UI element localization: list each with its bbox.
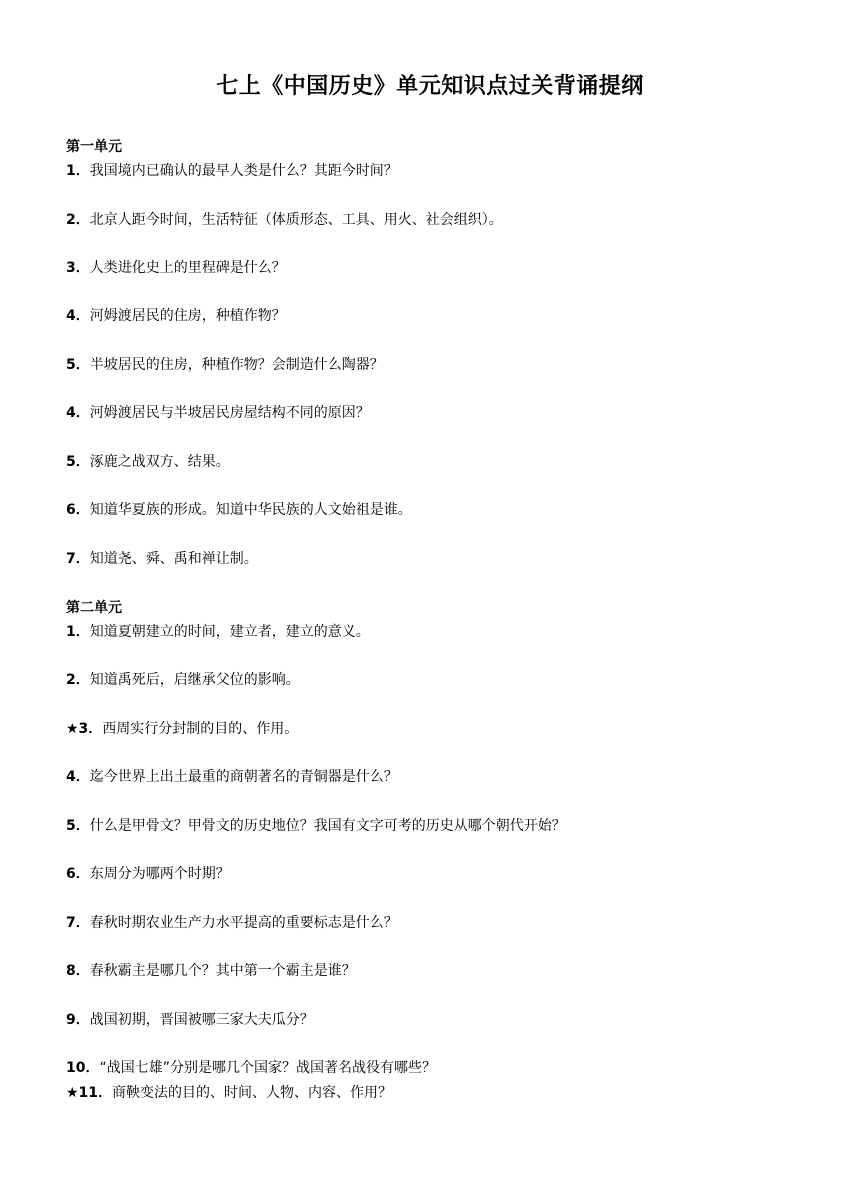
unit-heading-1: 第一单元 — [66, 139, 122, 155]
question-item — [66, 719, 806, 739]
question-text: 东周分为哪两个时期？ — [89, 866, 230, 882]
question-text: 河姆渡居民与半坡居民房屋结构不同的原因？ — [89, 405, 370, 421]
question-item — [66, 306, 806, 326]
question-text: 知道华夏族的形成。知道中华民族的人文始祖是谁。 — [89, 502, 412, 518]
question-number: 6． — [66, 866, 90, 882]
question-text: 知道禹死后，启继承父位的影响。 — [89, 672, 300, 688]
unit-heading-2: 第二单元 — [66, 600, 122, 616]
question-number: 9． — [66, 1012, 90, 1028]
question-item — [66, 767, 806, 787]
question-item — [66, 549, 806, 569]
question-item — [66, 622, 806, 642]
question-number: 3． — [66, 260, 90, 276]
question-item — [66, 913, 806, 933]
question-item — [66, 816, 806, 836]
question-number: 5． — [66, 357, 90, 373]
question-number: 1． — [66, 163, 90, 179]
question-text: 春秋霸主是哪几个？其中第一个霸主是谁？ — [89, 963, 356, 979]
question-item — [66, 403, 806, 423]
question-text: 半坡居民的住房，种植作物？会制造什么陶器？ — [89, 357, 384, 373]
question-number: 6． — [66, 502, 90, 518]
question-number: ★11． — [66, 1085, 113, 1101]
question-number: 1． — [66, 624, 90, 640]
question-text: “战国七雄”分别是哪几个国家？战国著名战役有哪些？ — [99, 1060, 436, 1076]
question-number: 4． — [66, 769, 90, 785]
question-item — [66, 670, 806, 690]
question-text: 知道尧、舜、禹和禅让制。 — [89, 551, 258, 567]
question-item — [66, 1083, 806, 1103]
question-text: 知道夏朝建立的时间，建立者，建立的意义。 — [89, 624, 370, 640]
question-number: 2． — [66, 672, 90, 688]
question-item — [66, 355, 806, 375]
question-item — [66, 1058, 806, 1078]
question-number: 2． — [66, 212, 90, 228]
document-title: 七上《中国历史》单元知识点过关背诵提纲 — [216, 74, 644, 99]
question-item — [66, 210, 806, 230]
question-number: 8． — [66, 963, 90, 979]
question-text: 迄今世界上出土最重的商朝著名的青铜器是什么？ — [89, 769, 398, 785]
question-number: 4． — [66, 405, 90, 421]
question-text: 春秋时期农业生产力水平提高的重要标志是什么？ — [89, 915, 398, 931]
question-item — [66, 500, 806, 520]
question-text: 战国初期，晋国被哪三家大夫瓜分？ — [89, 1012, 314, 1028]
question-text: 什么是甲骨文？甲骨文的历史地位？我国有文字可考的历史从哪个朝代开始？ — [89, 818, 566, 834]
question-text: 涿鹿之战双方、结果。 — [89, 454, 230, 470]
question-text: 北京人距今时间，生活特征（体质形态、工具、用火、社会组织）。 — [89, 212, 503, 228]
question-number: 5． — [66, 818, 90, 834]
question-number: 5． — [66, 454, 90, 470]
question-text: 我国境内已确认的最早人类是什么？其距今时间？ — [89, 163, 398, 179]
question-item — [66, 258, 806, 278]
question-item — [66, 452, 806, 472]
question-item — [66, 961, 806, 981]
question-text: 河姆渡居民的住房，种植作物？ — [89, 308, 286, 324]
question-text: 西周实行分封制的目的、作用。 — [102, 721, 299, 737]
question-item — [66, 161, 806, 181]
question-number: ★3． — [66, 721, 103, 737]
question-text: 商鞅变法的目的、时间、人物、内容、作用？ — [112, 1085, 393, 1101]
question-number: 4． — [66, 308, 90, 324]
question-item — [66, 864, 806, 884]
question-number: 7． — [66, 915, 90, 931]
question-text: 人类进化史上的里程碑是什么？ — [89, 260, 286, 276]
question-item — [66, 1010, 806, 1030]
question-number: 7． — [66, 551, 90, 567]
question-number: 10． — [66, 1060, 100, 1076]
